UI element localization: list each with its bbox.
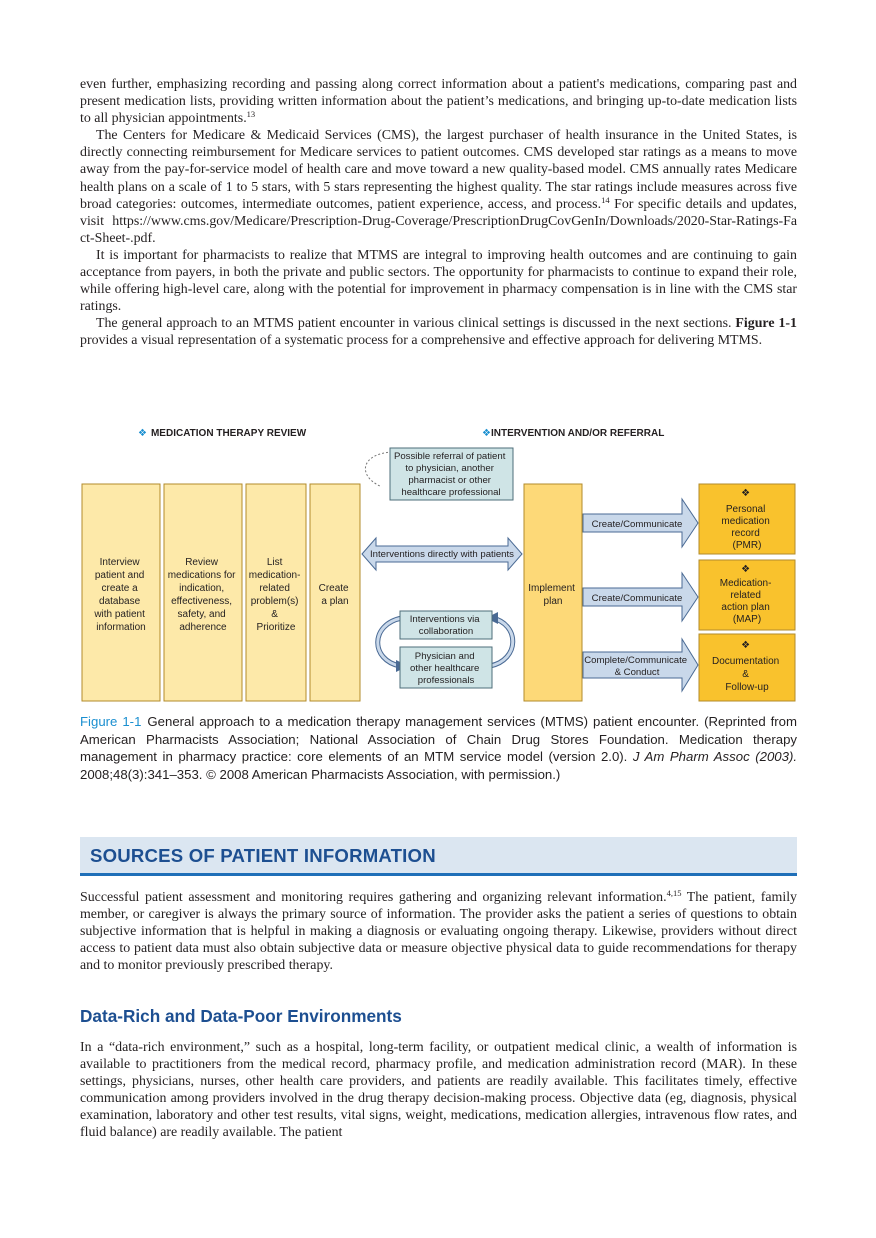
svg-text:Create/Communicate: Create/Communicate [591, 593, 683, 604]
svg-text:List medication- r: List medication- related problem(s) & Prioritize [248, 557, 301, 633]
paragraph-approach: The general approach to an MTMS patient encounter in various clinical settings is discussed in the next sections. Figure 1-1 provides a visual representation of a systematic process for a comprehensive and effective approach for delivering MTMS. [80, 316, 797, 349]
mtms-figure [80, 420, 797, 710]
figure-label: Figure 1-1 [80, 714, 142, 729]
svg-text:Interview patient and: Interview patient and create a database with patient information [94, 557, 146, 633]
journal-name: J Am Pharm Assoc (2003). [632, 749, 797, 765]
heading-left: ❖ MEDICATION THERAPY REVIEW [138, 428, 307, 439]
svg-text:Review medications for: Review medications for indication, effectiveness, safety, and adherence [167, 557, 236, 633]
svg-text:Create/Communicate: Create/Communicate [591, 519, 683, 530]
figure-caption: Figure 1-1 General approach to a medication therapy management services (MTMS) patient encounter. (Reprinted from American Pharmacists Association; National Association of Chain Drug Stores Foundation. Medication therapy management in pharmacy practice: core elements of an MTM service model (version 2.0). J Am Pharm Assoc (2003). 2008;48(3):341–353. © 2008 American Pharmacists Association, with permission.) [80, 714, 797, 782]
svg-text:Implement plan: Implement plan [528, 583, 575, 607]
complete-conduct-arrow [583, 639, 698, 691]
svg-text:Complete/Communicate & C: Complete/Communicate & Conduct [584, 655, 688, 678]
svg-text:Interventions directly with pa: Interventions directly with patients [370, 549, 514, 560]
mtms-diagram [80, 420, 797, 710]
svg-text:❖ Documentation &: ❖ Documentation & Follow-up [711, 640, 780, 693]
subsection-paragraph: In a “data-rich environment,” such as a hospital, long-term facility, or outpatient medical clinic, a wealth of information is available to practitioners from the medical record, pharmacy profile, and medication administration record (MAR). In these settings, physicians, nurses, other health care providers, and patients are readily available. This facilitates timely, effective communication among providers involved in the drug therapy decision-making process. Objective data (eg, diagnosis, physical examination, laboratory and other test results, vital signs, weight, medications, medication allergies, intravenous flow rates, and fluid balance) are readily available. The patient [80, 1040, 797, 1141]
collaboration-box [400, 611, 492, 639]
pmr-output-box [699, 484, 795, 554]
implement-plan-box [524, 484, 582, 701]
referral-note [365, 448, 513, 500]
direct-interventions-arrow [362, 538, 522, 570]
intro-text [80, 76, 797, 350]
reference-4-15: 4,15 [666, 888, 682, 898]
svg-text:❖ Medication- rela: ❖ Medication- related action plan (MAP) [719, 564, 772, 625]
create-communicate-arrow-2 [583, 573, 698, 621]
figure-reference: Figure 1-1 [735, 316, 797, 332]
section-title: SOURCES OF PATIENT INFORMATION [90, 845, 436, 866]
reference-14: 14 [601, 194, 610, 205]
section-paragraph: Successful patient assessment and monitoring requires gathering and organizing relevant information.$^{4,15}$ The patient, family member, or caregiver is always the primary source of information. The provider asks the patient a series of questions to obtain subjective information that is helpful in making a diagnosis or evaluating ongoing therapy. Likewise, providers without direct access to patient data must also obtain subjective data or measure objective physical data to guide recommendations for therapy and to monitor previously prescribed therapy. [80, 888, 798, 974]
svg-text:Create a plan: Create a plan [318, 583, 349, 607]
reference-13: 13 [246, 109, 256, 120]
svg-text:Possible referral of patient: Possible referral of patient to physician, another pharmacist or other healthcare professional [393, 451, 506, 498]
paragraph-mtms: It is important for pharmacists to realize that MTMS are integral to improving health outcomes and are continuing to gain acceptance from payers, in both the private and public sectors. The opportunity for pharmacists to continue to expand their role, while offering high-level care, along with the potential for improvement in pharmacy compensation is in line with the CMS star ratings. [80, 247, 797, 315]
svg-text:Physician and other he: Physician and other healthcare professionals [409, 651, 480, 686]
step-review-box [164, 484, 242, 701]
step-interview-box [82, 484, 160, 701]
cms-url-link[interactable]: https://www.cms.gov/Medicare/Prescription-Drug-Coverage/PrescriptionDrugCovGenIn/Downloads/2020-Star-Ratings-Fact-Sheet-.pdf. [80, 213, 797, 246]
map-output-box [699, 560, 795, 630]
svg-text:Interventions via coll: Interventions via collaboration [409, 614, 480, 637]
section-heading-bar [80, 837, 797, 876]
physician-box [400, 647, 492, 688]
subsection-title: Data-Rich and Data-Poor Environments [80, 1006, 402, 1026]
documentation-output-box [699, 634, 795, 701]
create-communicate-arrow-1 [583, 499, 698, 547]
svg-text:❖ Personal medicat: ❖ Personal medication record (PMR) [721, 488, 770, 551]
step-list-problems-box [246, 484, 306, 701]
collaboration-cycle [378, 611, 513, 688]
paragraph-cms: The Centers for Medicare & Medicaid Services (CMS), the largest purchaser of health insurance in the United States, is directly connecting reimbursement for Medicare services to patient outcomes. CMS developed star ratings as a means to move away from the pay-for-service model of health care and move toward a new quality-based model. CMS annually rates Medicare health plans on a scale of 1 to 5 stars, with 5 stars representing the highest quality. The star ratings include measures across five broad categories: outcomes, intermediate outcomes, patient experience, access, and process.$^{14}$ For specific details and updates, visit https://www.cms.gov/Medicare/Prescription-Drug-Coverage/PrescriptionDrugCovGenIn/Downloads/2020-Star-Ratings-Fact-Sheet-.pdf. [80, 128, 798, 246]
paragraph-continued: even further, emphasizing recording and passing along correct information about a patient's medications, comparing past and present medication lists, providing written information about the patient’s medications, and bringing up-to-date medication lists to all physician appointments.$^{13}$ [80, 77, 797, 127]
heading-right: ❖INTERVENTION AND/OR REFERRAL [482, 428, 665, 439]
step-create-plan-box [310, 484, 360, 701]
